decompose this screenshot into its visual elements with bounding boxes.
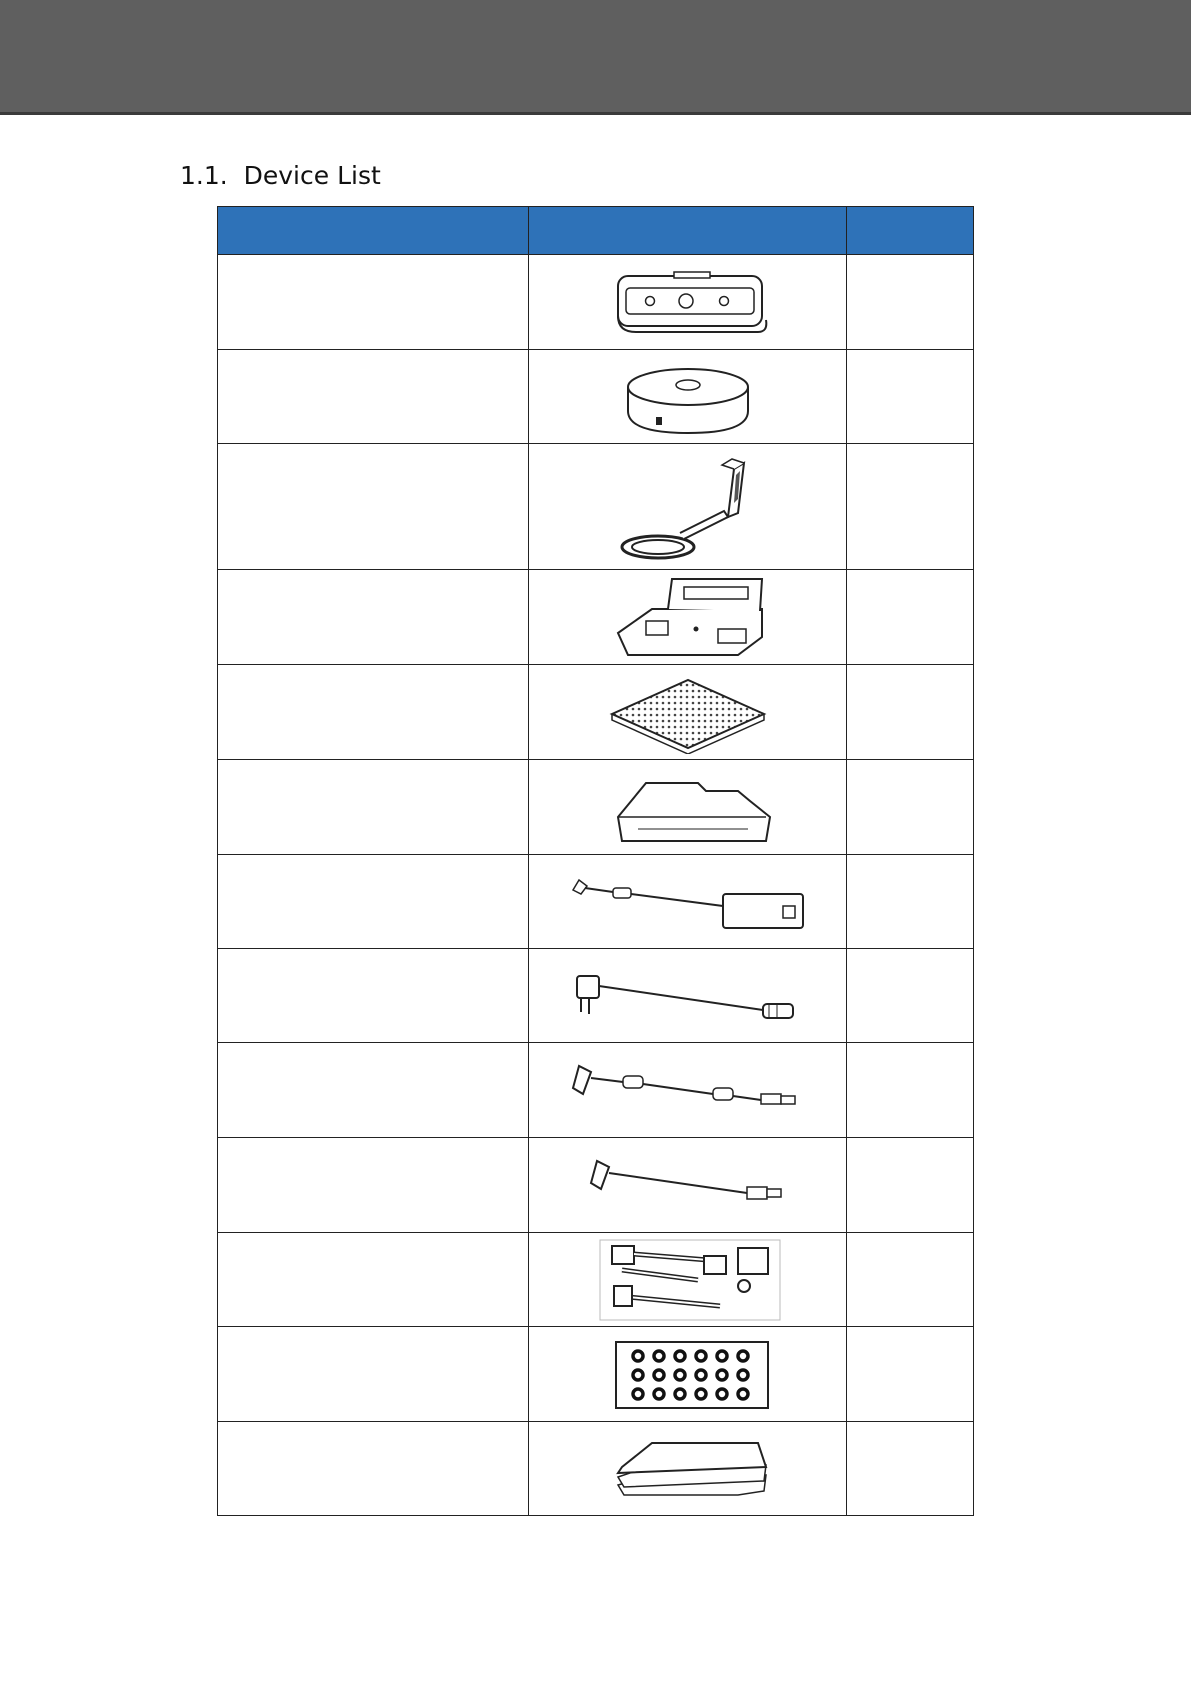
usb-cable-icon xyxy=(563,1048,813,1132)
row-name xyxy=(218,1327,529,1422)
row-quantity xyxy=(847,570,974,665)
power-adapter-icon xyxy=(563,860,813,944)
mount-base-icon xyxy=(588,575,788,659)
scanner-device-icon xyxy=(588,262,788,342)
section-heading xyxy=(180,158,381,194)
row-name xyxy=(218,1233,529,1327)
turntable-icon xyxy=(588,357,788,437)
usb-cable-short-icon xyxy=(563,1143,813,1227)
table-row xyxy=(218,855,974,949)
table-row xyxy=(218,255,974,350)
marker-sheet-icon xyxy=(588,1334,788,1414)
row-quantity xyxy=(847,1233,974,1327)
header-picture xyxy=(529,207,847,255)
table-row xyxy=(218,444,974,570)
table-row xyxy=(218,350,974,444)
section-title: Device List xyxy=(243,161,381,190)
table-row xyxy=(218,1422,974,1516)
row-quantity xyxy=(847,255,974,350)
tray-icon xyxy=(588,767,788,847)
header-quantity xyxy=(847,207,974,255)
row-name xyxy=(218,665,529,760)
table-row xyxy=(218,570,974,665)
row-quantity xyxy=(847,760,974,855)
header-name xyxy=(218,207,529,255)
row-quantity xyxy=(847,949,974,1043)
row-quantity xyxy=(847,350,974,444)
power-cable-icon xyxy=(563,954,813,1038)
row-name xyxy=(218,855,529,949)
device-list-table xyxy=(217,206,974,1516)
documents-icon xyxy=(588,1429,788,1509)
row-name xyxy=(218,949,529,1043)
row-name xyxy=(218,570,529,665)
row-name xyxy=(218,1138,529,1233)
row-name xyxy=(218,444,529,570)
table-row xyxy=(218,1043,974,1138)
stand-bracket-icon xyxy=(588,451,788,563)
table-row xyxy=(218,949,974,1043)
row-quantity xyxy=(847,444,974,570)
row-quantity xyxy=(847,855,974,949)
row-quantity xyxy=(847,1043,974,1138)
row-quantity xyxy=(847,1422,974,1516)
section-number: 1.1. xyxy=(180,161,228,190)
row-name xyxy=(218,255,529,350)
row-name xyxy=(218,1043,529,1138)
tripod-icon xyxy=(588,1236,788,1324)
table-header-row xyxy=(218,207,974,255)
row-quantity xyxy=(847,1138,974,1233)
table-row xyxy=(218,1138,974,1233)
calibration-board-icon xyxy=(588,670,788,754)
row-name xyxy=(218,760,529,855)
table-row xyxy=(218,665,974,760)
table-row xyxy=(218,1233,974,1327)
row-quantity xyxy=(847,1327,974,1422)
table-row xyxy=(218,760,974,855)
table-row xyxy=(218,1327,974,1422)
row-name xyxy=(218,1422,529,1516)
row-quantity xyxy=(847,665,974,760)
row-name xyxy=(218,350,529,444)
page-header-band xyxy=(0,0,1191,115)
